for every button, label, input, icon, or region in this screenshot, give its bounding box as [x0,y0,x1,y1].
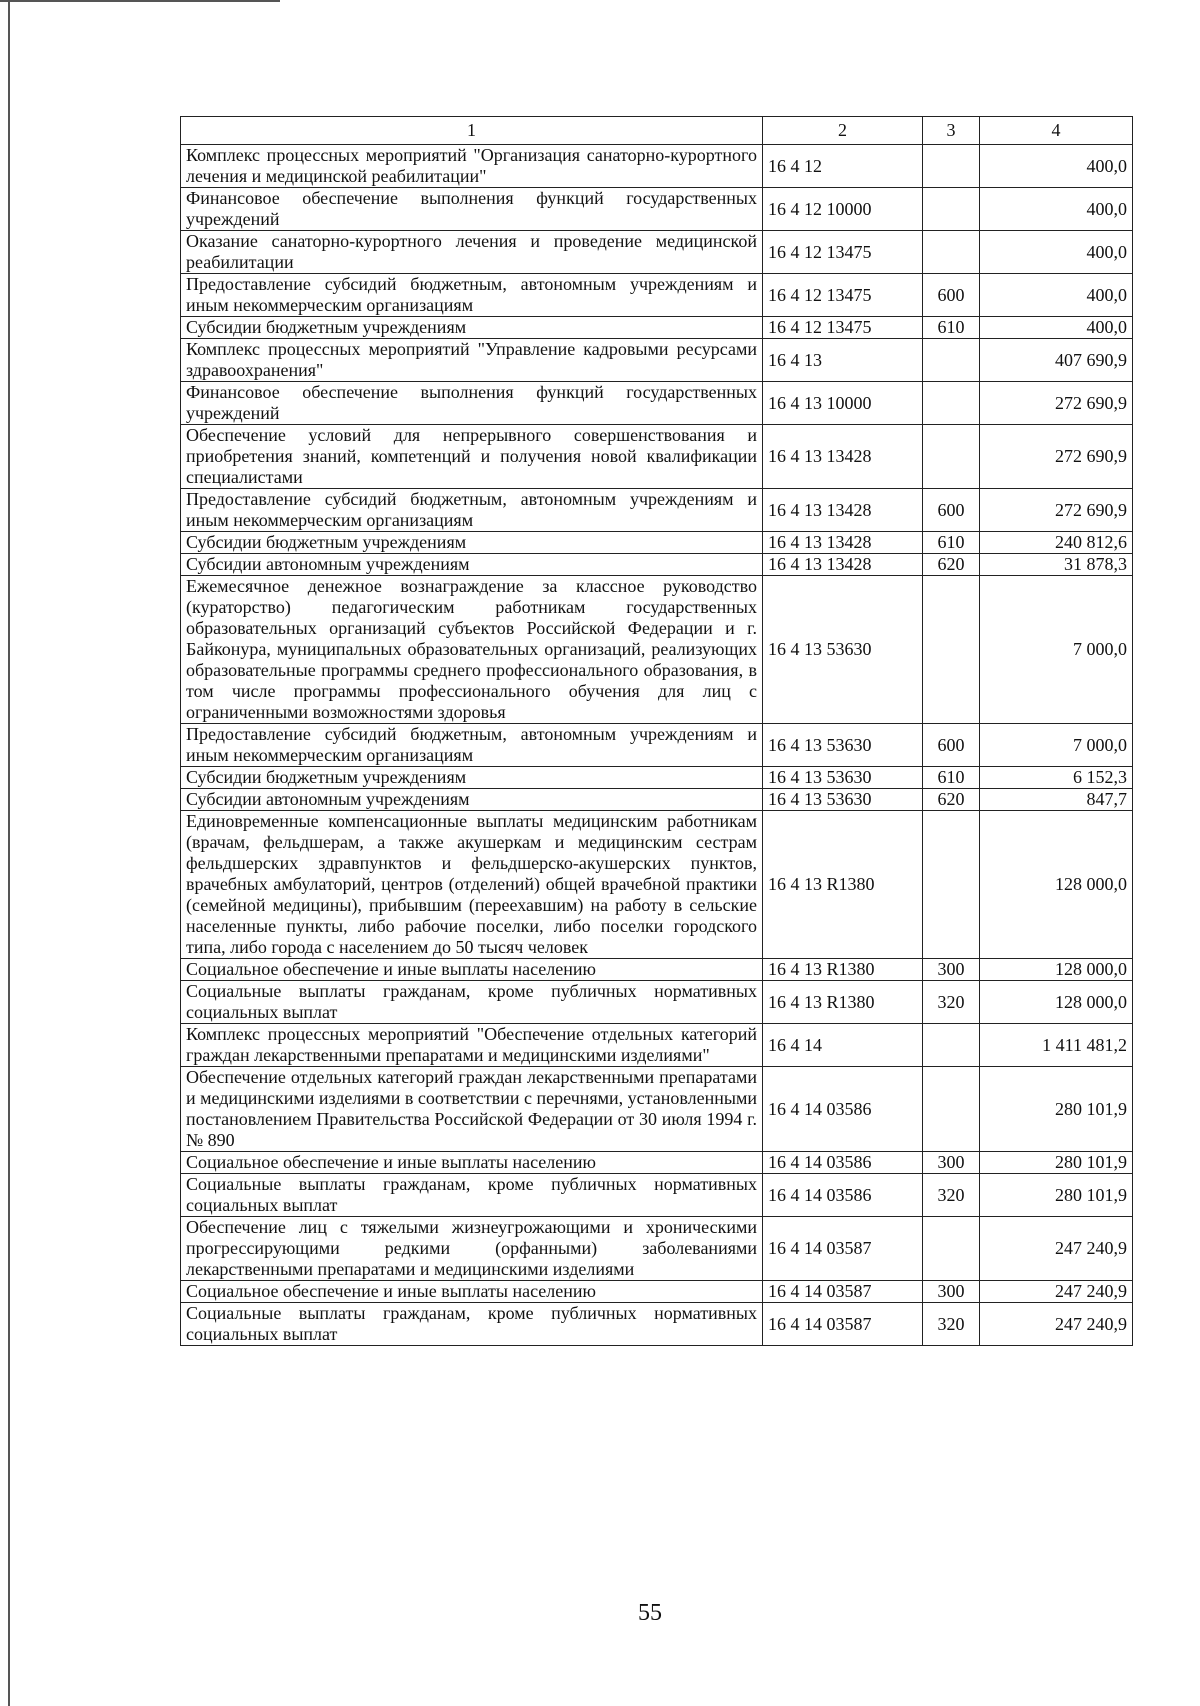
row-type: 320 [923,981,980,1024]
table-row [181,767,1133,789]
row-amount: 128 000,0 [980,981,1133,1024]
row-amount: 272 690,9 [980,382,1133,425]
row-code: 16 4 13 13428 [763,489,923,532]
row-amount: 272 690,9 [980,489,1133,532]
table-row [181,1303,1133,1346]
row-type: 600 [923,274,980,317]
header-row [181,117,1133,145]
row-amount: 280 101,9 [980,1067,1133,1152]
row-type: 620 [923,789,980,811]
row-description: Социальное обеспечение и иные выплаты населению [181,1152,763,1174]
table-row [181,231,1133,274]
header-col-1: 1 [181,117,763,145]
row-description: Субсидии бюджетным учреждениям [181,767,763,789]
row-code: 16 4 12 13475 [763,231,923,274]
row-description: Обеспечение отдельных категорий граждан лекарственными препаратами и медицинскими изделиями в соответствии с перечнями, установленными постановлением Правительства Российской Федерации от 30 июля 1994 г. № 890 [181,1067,763,1152]
row-amount: 272 690,9 [980,425,1133,489]
row-description: Социальные выплаты гражданам, кроме публичных нормативных социальных выплат [181,981,763,1024]
row-type [923,188,980,231]
row-code: 16 4 13 53630 [763,789,923,811]
row-amount: 400,0 [980,231,1133,274]
row-description: Субсидии бюджетным учреждениям [181,532,763,554]
table-row [181,274,1133,317]
row-description: Предоставление субсидий бюджетным, автономным учреждениям и иным некоммерческим организациям [181,274,763,317]
table-row [181,981,1133,1024]
page-number: 55 [638,1600,662,1626]
row-code: 16 4 14 03586 [763,1067,923,1152]
row-code: 16 4 12 13475 [763,317,923,339]
header-col-4: 4 [980,117,1133,145]
row-amount: 247 240,9 [980,1281,1133,1303]
table-row [181,425,1133,489]
row-description: Финансовое обеспечение выполнения функций государственных учреждений [181,382,763,425]
row-description: Комплекс процессных мероприятий "Организация санаторно-курортного лечения и медицинской реабилитации" [181,145,763,188]
table-row [181,811,1133,959]
table-row [181,554,1133,576]
table-row [181,1152,1133,1174]
row-amount: 240 812,6 [980,532,1133,554]
row-type [923,145,980,188]
row-code: 16 4 14 03587 [763,1281,923,1303]
row-code: 16 4 12 [763,145,923,188]
header-col-3: 3 [923,117,980,145]
row-amount: 280 101,9 [980,1152,1133,1174]
row-amount: 400,0 [980,317,1133,339]
table-row [181,1281,1133,1303]
table-row [181,1024,1133,1067]
row-code: 16 4 13 [763,339,923,382]
row-code: 16 4 13 13428 [763,532,923,554]
row-description: Финансовое обеспечение выполнения функций государственных учреждений [181,188,763,231]
table-row [181,959,1133,981]
row-amount: 7 000,0 [980,724,1133,767]
table-row [181,789,1133,811]
row-description: Единовременные компенсационные выплаты медицинским работникам (врачам, фельдшерам, а также акушеркам и медицинским сестрам фельдшерских здравпунктов и фельдшерско-акушерских пунктов, врачебных амбулаторий, центров (отделений) общей врачебной практики (семейной медицины), прибывшим (переехавшим) на работу в сельские населенные пункты, либо рабочие поселки, либо поселки городского типа, либо города с населением до 50 тысяч человек [181,811,763,959]
table-row [181,1067,1133,1152]
row-description: Обеспечение условий для непрерывного совершенствования и приобретения знаний, компетенций и получения новой квалификации специалистами [181,425,763,489]
budget-table [180,116,1133,1346]
row-type: 610 [923,767,980,789]
row-description: Социальные выплаты гражданам, кроме публичных нормативных социальных выплат [181,1303,763,1346]
row-amount: 247 240,9 [980,1217,1133,1281]
row-description: Социальное обеспечение и иные выплаты населению [181,959,763,981]
row-amount: 847,7 [980,789,1133,811]
row-type: 320 [923,1303,980,1346]
row-amount: 400,0 [980,145,1133,188]
row-amount: 6 152,3 [980,767,1133,789]
row-description: Субсидии автономным учреждениям [181,554,763,576]
row-description: Оказание санаторно-курортного лечения и проведение медицинской реабилитации [181,231,763,274]
row-description: Предоставление субсидий бюджетным, автономным учреждениям и иным некоммерческим организациям [181,724,763,767]
row-description: Социальное обеспечение и иные выплаты населению [181,1281,763,1303]
row-description: Субсидии бюджетным учреждениям [181,317,763,339]
row-amount: 400,0 [980,188,1133,231]
row-description: Субсидии автономным учреждениям [181,789,763,811]
row-code: 16 4 13 10000 [763,382,923,425]
row-type: 300 [923,1281,980,1303]
row-amount: 7 000,0 [980,576,1133,724]
row-code: 16 4 13 13428 [763,554,923,576]
row-type [923,811,980,959]
row-amount: 247 240,9 [980,1303,1133,1346]
table-row [181,489,1133,532]
row-type [923,1217,980,1281]
row-amount: 31 878,3 [980,554,1133,576]
header-col-2: 2 [763,117,923,145]
table-row [181,145,1133,188]
row-type: 300 [923,959,980,981]
table-row [181,576,1133,724]
table-header [181,117,1133,145]
row-amount: 1 411 481,2 [980,1024,1133,1067]
row-code: 16 4 13 53630 [763,767,923,789]
row-code: 16 4 13 R1380 [763,811,923,959]
row-type: 620 [923,554,980,576]
row-type: 610 [923,317,980,339]
row-code: 16 4 13 53630 [763,576,923,724]
table-row [181,188,1133,231]
row-amount: 280 101,9 [980,1174,1133,1217]
row-type [923,576,980,724]
table-row [181,382,1133,425]
row-type: 600 [923,489,980,532]
row-amount: 128 000,0 [980,959,1133,981]
row-description: Комплекс процессных мероприятий "Обеспечение отдельных категорий граждан лекарственными препаратами и медицинскими изделиями" [181,1024,763,1067]
row-code: 16 4 12 13475 [763,274,923,317]
row-description: Обеспечение лиц с тяжелыми жизнеугрожающими и хроническими прогрессирующими редкими (орфанными) заболеваниями лекарственными препаратами и медицинскими изделиями [181,1217,763,1281]
row-code: 16 4 14 03586 [763,1174,923,1217]
scan-left-edge [8,0,10,1706]
table-body [181,145,1133,1346]
row-code: 16 4 12 10000 [763,188,923,231]
row-code: 16 4 13 53630 [763,724,923,767]
row-type [923,1067,980,1152]
table-row [181,532,1133,554]
row-type: 320 [923,1174,980,1217]
table-row [181,1174,1133,1217]
row-description: Комплекс процессных мероприятий "Управление кадровыми ресурсами здравоохранения" [181,339,763,382]
row-description: Социальные выплаты гражданам, кроме публичных нормативных социальных выплат [181,1174,763,1217]
row-type [923,425,980,489]
table-row [181,1217,1133,1281]
row-type [923,1024,980,1067]
row-code: 16 4 14 03587 [763,1303,923,1346]
row-type: 600 [923,724,980,767]
row-type: 300 [923,1152,980,1174]
row-code: 16 4 13 R1380 [763,959,923,981]
row-type [923,382,980,425]
table-row [181,339,1133,382]
row-code: 16 4 13 R1380 [763,981,923,1024]
scan-top-edge [0,0,280,2]
row-code: 16 4 13 13428 [763,425,923,489]
row-description: Предоставление субсидий бюджетным, автономным учреждениям и иным некоммерческим организациям [181,489,763,532]
row-code: 16 4 14 03587 [763,1217,923,1281]
table-row [181,317,1133,339]
row-code: 16 4 14 [763,1024,923,1067]
row-type [923,231,980,274]
row-amount: 128 000,0 [980,811,1133,959]
row-type: 610 [923,532,980,554]
row-amount: 400,0 [980,274,1133,317]
row-description: Ежемесячное денежное вознаграждение за классное руководство (кураторство) педагогическим работникам государственных образовательных организаций субъектов Российской Федерации и г. Байконура, муниципальных образовательных организаций, реализующих образовательные программы среднего профессионального образования, в том числе программы профессионального обучения для лиц с ограниченными возможностями здоровья [181,576,763,724]
row-code: 16 4 14 03586 [763,1152,923,1174]
table-row [181,724,1133,767]
row-amount: 407 690,9 [980,339,1133,382]
row-type [923,339,980,382]
